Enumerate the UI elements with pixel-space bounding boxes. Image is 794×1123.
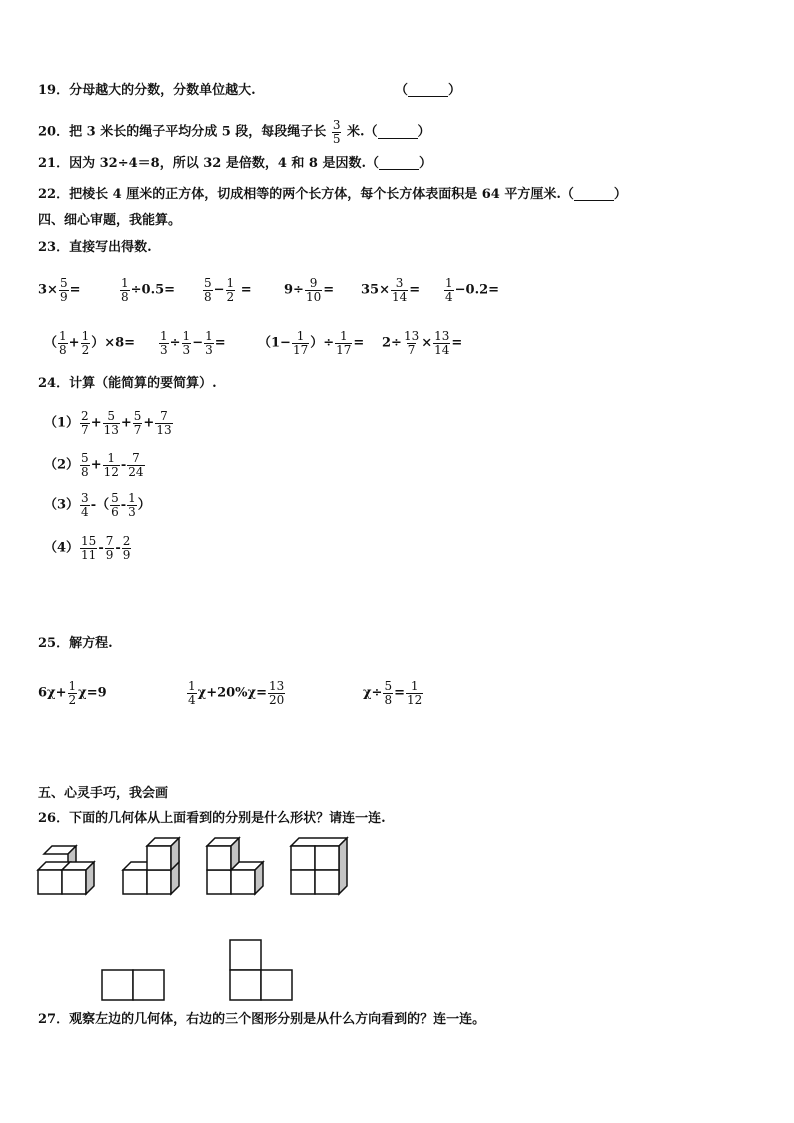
top-view-shape-1[interactable] [101, 969, 167, 1003]
question-19 [38, 83, 256, 100]
q23-expr-4: 9÷ $\frac{9}{10}$ = [284, 276, 335, 304]
cube-block-2x2 [291, 838, 347, 894]
q19-answer-blank[interactable]: （ ） [395, 83, 462, 98]
top-view-shape-2[interactable] [228, 939, 294, 1003]
q23-expr-6: $\frac{1}{4}$ −0.2= [445, 276, 500, 304]
cube-bottom-right [231, 862, 263, 894]
solid-figure-4[interactable] [289, 832, 355, 896]
section-5-heading: 五、心灵手巧，我会画 [38, 786, 169, 801]
q23-expr-9: （1− $\frac{1}{17}$ ）÷ $\frac{1}{17}$ = [258, 329, 365, 357]
q23-expr-2: $\frac{1}{8}$ ÷0.5= [121, 276, 176, 304]
q19-text: 19．分母越大的分数，分数单位越大. [38, 83, 256, 98]
cube-top-right [147, 838, 179, 870]
q22-answer-blank[interactable] [574, 189, 614, 201]
q23-expr-10: 2÷ $\frac{13}{7}$ × $\frac{13}{14}$ = [382, 329, 463, 357]
q27-title: 27．观察左边的几何体，右边的三个图形分别是从什么方向看到的？连一连。 [38, 1012, 486, 1027]
q24-title: 24．计算（能简算的要简算）. [38, 376, 217, 391]
question-20: 20．把 3 米长的绳子平均分成 5 段，每段绳子长 $\frac{3}{5}$ 米.（ ） [38, 118, 431, 146]
fraction: $\frac{3}{5}$ [332, 118, 341, 146]
q23-expr-3: $\frac{5}{8}$ − $\frac{1}{2}$ = [204, 276, 252, 304]
solid-figure-1[interactable] [36, 850, 102, 896]
q23-expr-1: 3× $\frac{5}{9}$ = [38, 276, 81, 304]
q24-problem-2: （2） $\frac{5}{8}$ + $\frac{1}{12}$ - $\frac{7}{24}$ [44, 451, 144, 479]
q23-expr-7: （ $\frac{1}{8}$ + $\frac{1}{2}$ ）×8= [44, 329, 136, 357]
cube-bottom-left [207, 870, 231, 894]
q26-title: 26．下面的几何体从上面看到的分别是什么形状？请连一连. [38, 811, 386, 826]
q24-problem-3: （3） $\frac{3}{4}$ -（ $\frac{5}{6}$ - $\frac{1}{3}$ ） [44, 491, 151, 519]
q25-equation-1: 6χ+ $\frac{1}{2}$ χ=9 [38, 679, 107, 707]
section-4-heading: 四、细心审题，我能算。 [38, 213, 182, 228]
q24-problem-1: （1） $\frac{2}{7}$ + $\frac{5}{13}$ + $\frac{5}{7}$ + $\frac{7}{13}$ [44, 409, 172, 437]
q24-problem-4: （4） $\frac{15}{11}$ - $\frac{7}{9}$ - $\frac{2}{9}$ [44, 534, 131, 562]
cube-top-left [207, 838, 239, 870]
question-21: 21．因为 32÷4＝8，所以 32 是倍数，4 和 8 是因数.（ ） [38, 156, 433, 171]
q21-answer-blank[interactable] [379, 158, 419, 170]
q20-answer-blank[interactable] [378, 127, 418, 139]
q25-equation-2: $\frac{1}{4}$ χ+20%χ= $\frac{13}{20}$ [188, 679, 285, 707]
q25-equation-3: χ÷ $\frac{5}{8}$ = $\frac{1}{12}$ [363, 679, 423, 707]
solid-figure-3[interactable] [205, 832, 271, 896]
solid-figure-2[interactable] [121, 832, 187, 896]
q23-title: 23．直接写出得数. [38, 240, 152, 255]
cube-front-right [62, 862, 94, 894]
q25-title: 25．解方程. [38, 636, 113, 651]
q23-expr-8: $\frac{1}{3}$ ÷ $\frac{1}{3}$ − $\frac{1}{3}$ = [160, 329, 226, 357]
question-22: 22．把棱长 4 厘米的正方体，切成相等的两个长方体，每个长方体表面积是 64 平方厘米.（ ） [38, 187, 627, 202]
q23-expr-5: 35× $\frac{3}{14}$ = [361, 276, 421, 304]
